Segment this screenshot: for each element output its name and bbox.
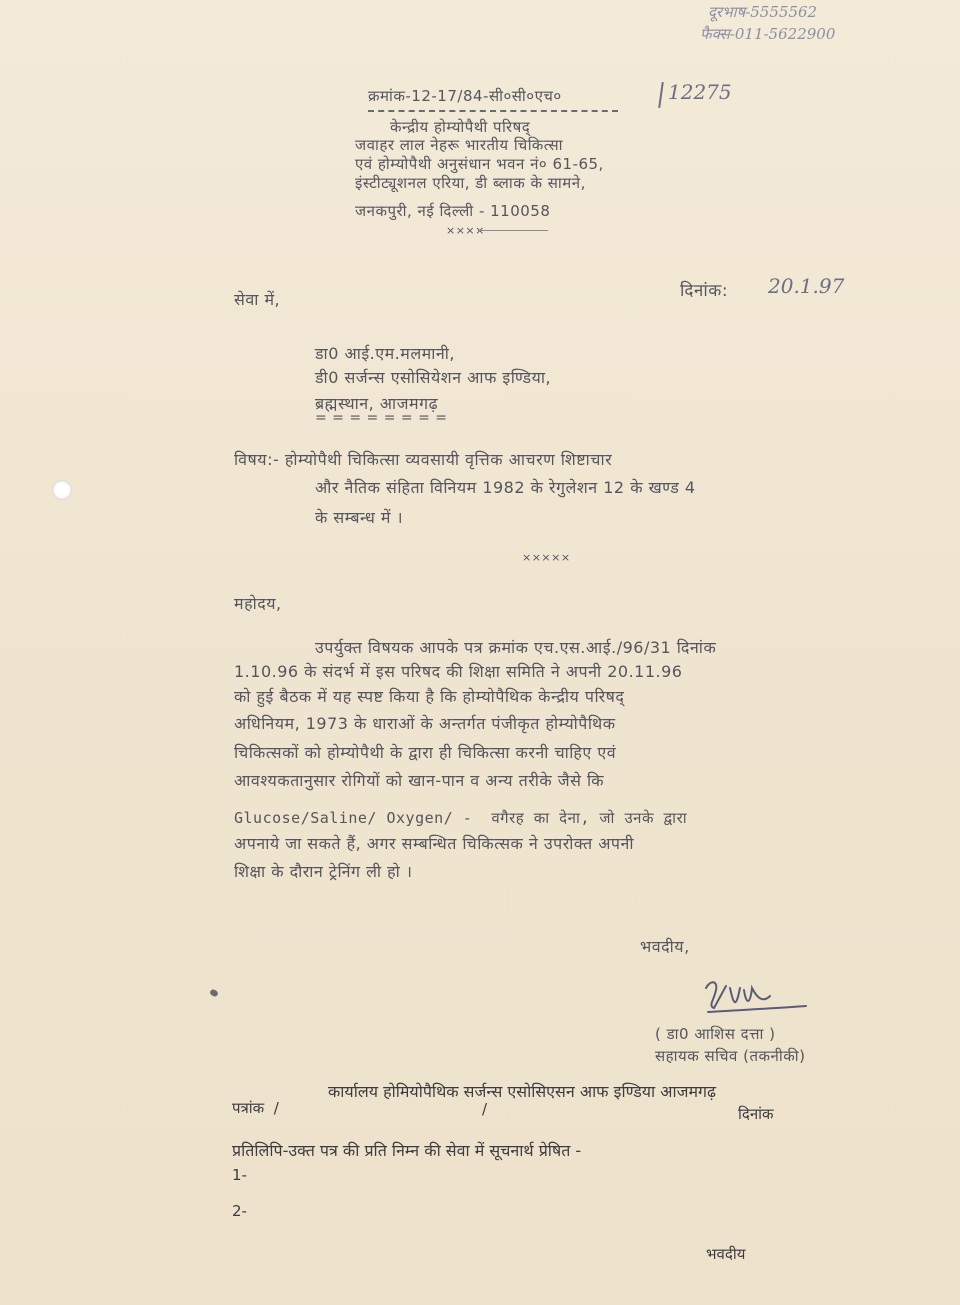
stamp-item-1: 1- — [232, 1166, 247, 1184]
addressee-org: डी0 सर्जन्स एसोसियेशन आफ इण्डिया, — [315, 368, 552, 387]
stamp-patrank: पत्रांक / — [232, 1099, 279, 1117]
body-line-9: शिक्षा के दौरान ट्रेनिंग ली हो । — [234, 862, 413, 881]
letterhead-line-2: जवाहर लाल नेहरू भारतीय चिकित्सा — [355, 136, 564, 154]
reference-underline — [368, 110, 618, 112]
addressee-place: ब्रह्मस्थान, आजमगढ़ — [315, 394, 439, 413]
handwritten-dispatch-number: 12275 — [668, 80, 732, 104]
separator-stroke — [658, 82, 664, 108]
closing-bhavdiya: भवदीय, — [640, 937, 690, 956]
reference-number: क्रमांक-12-17/84-सी०सी०एच० — [368, 87, 562, 105]
body-line-6: आवश्यकतानुसार रोगियों को खान-पान व अन्य तरीके जैसे कि — [234, 771, 604, 790]
body-line-7: Glucose/Saline/ Oxygen/ - वगैरह का देना, जो उनके द्वारा — [234, 809, 688, 827]
ink-speck — [209, 988, 219, 997]
stamp-bhavdiya: भवदीय — [706, 1245, 746, 1263]
seva-mein: सेवा में, — [234, 290, 281, 309]
date-value: 20.1.97 — [768, 274, 845, 298]
body-line-8: अपनाये जा सकते हैं, अगर सम्बन्धित चिकित्सक ने उपरोक्त अपनी — [234, 834, 635, 853]
punch-hole — [52, 480, 72, 500]
body-line-3: को हुई बैठक में यह स्पष्ट किया है कि होम्योपैथिक केन्द्रीय परिषद् — [234, 687, 625, 706]
subject-line-3: के सम्बन्ध में । — [315, 508, 404, 527]
stamp-dinank: दिनांक — [738, 1105, 774, 1123]
subject-line-1: विषय:- होम्योपैथी चिकित्सा व्यवसायी वृत्तिक आचरण शिष्टाचार — [234, 450, 613, 469]
letterhead-line-3: एवं होम्योपैथी अनुसंधान भवन नं० 61-65, — [355, 155, 604, 173]
body-line-2: 1.10.96 के संदर्भ में इस परिषद की शिक्षा समिति ने अपनी 20.11.96 — [234, 662, 683, 681]
stars-mid: ××××× — [522, 551, 571, 564]
fax-line: फैक्स-011-5622900 — [700, 25, 836, 43]
stars-divider: ×××× — [446, 224, 485, 237]
subject-line-2: और नैतिक संहिता विनियम 1982 के रेगुलेशन 12 के खण्ड 4 — [315, 478, 696, 497]
body-line-1: उपर्युक्त विषयक आपके पत्र क्रमांक एच.एस.आई./96/31 दिनांक — [315, 638, 717, 657]
letterhead-line-4: इंस्टीट्यूशनल एरिया, डी ब्लाक के सामने, — [355, 174, 586, 192]
signatory-name: ( डा0 आशिस दत्ता ) — [655, 1025, 776, 1043]
body-line-5: चिकित्सकों को होम्योपैथी के द्वारा ही चिकित्सा करनी चाहिए एवं — [234, 743, 617, 762]
addressee-name: डा0 आई.एम.मलमानी, — [315, 344, 456, 363]
stamp-office-line: कार्यालय होमियोपैथिक सर्जन्स एसोसिएसन आफ इण्डिया आजमगढ़ — [328, 1082, 717, 1101]
stamp-copy-line: प्रतिलिपि-उक्त पत्र की प्रति निम्न की सेवा में सूचनार्थ प्रेषित - — [232, 1141, 582, 1160]
date-label: दिनांक: — [680, 281, 729, 301]
letterhead-line-5: जनकपुरी, नई दिल्ली - 110058 — [355, 202, 551, 220]
letterhead-rule — [478, 230, 548, 231]
phone-line: दूरभाष-5555562 — [708, 3, 818, 21]
body-line-4: अधिनियम, 1973 के धाराओं के अन्तर्गत पंजीकृत होम्योपैथिक — [234, 714, 616, 733]
signatory-designation: सहायक सचिव (तकनीकी) — [655, 1047, 806, 1065]
addressee-underline: = = = = = = = = — [315, 410, 448, 426]
greeting: महोदय, — [234, 594, 282, 613]
stamp-slash: / — [482, 1100, 488, 1118]
handwritten-signature — [700, 976, 810, 1018]
letterhead-line-1: केन्द्रीय होम्योपैथी परिषद् — [390, 118, 531, 136]
stamp-item-2: 2- — [232, 1202, 247, 1220]
